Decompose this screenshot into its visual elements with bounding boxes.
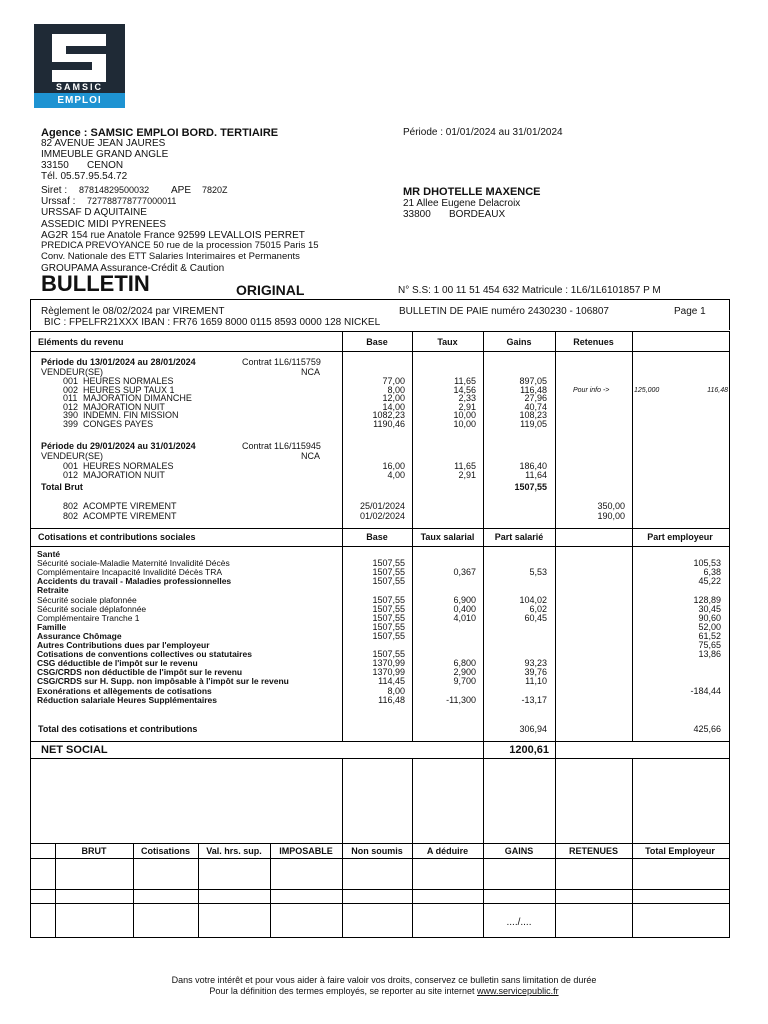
period2-contract: Contrat 1L6/115945	[242, 441, 321, 451]
period1-contract: Contrat 1L6/115759	[242, 357, 321, 367]
ape-label: APE	[171, 185, 192, 196]
row-label: MAJORATION NUIT	[83, 469, 165, 480]
logo-band	[34, 93, 125, 108]
row-label: HEURES NORMALES	[83, 461, 174, 471]
servicepublic-link[interactable]: www.servicepublic.fr	[477, 986, 559, 996]
row-taux: 10,00	[453, 418, 476, 429]
total-cotisations-label: Total des cotisations et contributions	[38, 724, 198, 734]
contribution-base: 1507,55	[372, 576, 405, 587]
contribution-part: 6,02	[529, 603, 547, 614]
contribution-base: 114,45	[378, 676, 405, 687]
row-label: MAJORATION DIMANCHE	[83, 393, 192, 403]
contribution-base: 8,00	[387, 685, 405, 696]
t3-header-gains: GAINS	[504, 846, 534, 856]
row-gains: 108,23	[519, 410, 547, 420]
row-taux: 14,56	[453, 384, 476, 395]
acompte-amount: 190,00	[597, 511, 625, 521]
row-gains: 27,96	[524, 393, 547, 403]
row-base: 4,00	[387, 469, 405, 480]
row-label: MAJORATION NUIT	[83, 401, 165, 412]
t3-header-retenues: RETENUES	[568, 846, 618, 856]
contribution-taux: 0,367	[453, 567, 476, 578]
contribution-employeur: 52,00	[698, 621, 721, 632]
employee-postcode: 33800	[403, 209, 431, 220]
contribution-label: Complémentaire Incapacité Invalidité Décès TRA	[37, 567, 223, 578]
siret-label: Siret :	[41, 185, 68, 196]
info-value1: 125,000	[634, 387, 660, 394]
contribution-employeur: 6,38	[703, 567, 721, 578]
row-base: 1082,23	[372, 410, 405, 420]
period2-job: VENDEUR(SE)	[41, 451, 104, 461]
agency-line1: URSSAF D AQUITAINE	[41, 207, 147, 218]
t1-header-retenues: Retenues	[573, 337, 614, 347]
t2-header-taux: Taux salarial	[420, 532, 475, 542]
agency-postcode: 33150	[41, 160, 69, 171]
contribution-taux: 0,400	[453, 603, 476, 614]
t1-header-gains: Gains	[506, 337, 532, 347]
contribution-employeur: 128,89	[693, 594, 721, 605]
document-title: BULLETIN	[41, 271, 150, 296]
agency-addr2: IMMEUBLE GRAND ANGLE	[41, 149, 169, 160]
agency-line3: AG2R 154 rue Anatole France 92599 LEVALLOIS PERRET	[41, 230, 305, 241]
period: Période : 01/01/2024 au 31/01/2024	[403, 127, 563, 138]
agency-city: CENON	[87, 160, 124, 171]
ape-value: 7820Z	[202, 185, 228, 195]
urssaf-value: 727788778777000011	[87, 196, 177, 206]
contribution-label: Complémentaire Tranche 1	[37, 612, 140, 623]
employee-city: BORDEAUX	[449, 209, 506, 220]
t3-header-cotisations: Cotisations	[140, 846, 190, 856]
row-base: 14,00	[382, 401, 405, 412]
agency-line6: GROUPAMA Assurance-Crédit & Caution	[41, 263, 225, 274]
contribution-label: Accidents du travail - Maladies professionnelles	[37, 576, 232, 587]
contribution-employeur: 13,86	[698, 649, 721, 660]
total-cotisations-employeur: 425,66	[693, 724, 721, 734]
acompte-code: 802	[63, 511, 79, 521]
bulletin-number: BULLETIN DE PAIE numéro 2430230 - 106807	[399, 306, 609, 317]
agency-line2: ASSEDIC MIDI PYRENEES	[41, 219, 167, 230]
row-gains: 116,48	[520, 384, 547, 395]
contribution-base: 1370,99	[372, 658, 405, 669]
contribution-base: 1370,99	[372, 667, 405, 678]
contribution-part: 11,10	[525, 676, 547, 687]
contribution-base: 1507,55	[372, 594, 405, 605]
t2-header-employeur: Part employeur	[647, 532, 713, 542]
contribution-base: 1507,55	[372, 649, 405, 660]
t1-header-taux: Taux	[437, 337, 458, 347]
ss-matricule: N° S.S: 1 00 11 51 454 632 Matricule : 1L6/1L6101857 P M	[398, 285, 661, 296]
agency-addr1: 82 AVENUE JEAN JAURES	[41, 138, 166, 149]
contribution-label: Retraite	[37, 585, 69, 596]
contribution-part: 104,02	[519, 594, 547, 605]
net-social-value: 1200,61	[509, 744, 549, 756]
t3-header-val-hrs-sup: Val. hrs. sup.	[206, 846, 262, 856]
row-code: 001	[63, 376, 79, 386]
contribution-taux: -11,300	[446, 694, 476, 705]
row-base: 77,00	[382, 376, 405, 386]
contribution-taux: 9,700	[453, 676, 476, 687]
logo-sub: EMPLOI	[57, 95, 102, 106]
row-gains: 11,64	[525, 469, 547, 480]
period1-nca: NCA	[300, 367, 320, 377]
contribution-part: 39,76	[524, 667, 547, 678]
total-brut-label: Total Brut	[41, 482, 83, 492]
row-label: HEURES SUP TAUX 1	[83, 384, 175, 395]
row-code: 002	[63, 384, 79, 395]
acompte-label: ACOMPTE VIREMENT	[83, 501, 177, 511]
row-taux: 2,33	[458, 393, 476, 403]
acompte-date: 01/02/2024	[359, 511, 405, 521]
contribution-base: 1507,55	[372, 630, 405, 641]
acompte-label: ACOMPTE VIREMENT	[83, 511, 177, 521]
contribution-employeur: 45,22	[698, 576, 721, 587]
acompte-amount: 350,00	[597, 501, 625, 511]
contribution-base: 1507,55	[372, 603, 405, 614]
footer-line2	[0, 987, 768, 996]
period1-title: Période du 13/01/2024 au 28/01/2024	[41, 357, 196, 367]
agency-tel: Tél. 05.57.95.54.72	[41, 171, 128, 182]
contribution-label: Famille	[37, 621, 67, 632]
period1-job: VENDEUR(SE)	[41, 367, 104, 377]
row-label: CONGES PAYES	[83, 418, 154, 429]
contribution-part: 93,23	[524, 658, 547, 669]
t2-header-label: Cotisations et contributions sociales	[38, 532, 196, 542]
contribution-label: Assurance Chômage	[37, 630, 122, 641]
row-gains: 119,05	[520, 418, 547, 429]
contribution-taux: 4,010	[453, 612, 476, 623]
footer-line2-text: Pour la définition des termes employés, se reporter au site internet	[209, 986, 478, 996]
agency-name: Agence : SAMSIC EMPLOI BORD. TERTIAIRE	[41, 127, 279, 139]
contribution-label: Exonérations et allègements de cotisations	[37, 685, 212, 696]
row-code: 012	[63, 401, 79, 412]
row-label: HEURES NORMALES	[83, 376, 174, 386]
agency-line5: Conv. Nationale des ETT Salaries Interimaires et Permanents	[41, 251, 300, 262]
contribution-employeur: 75,65	[698, 640, 721, 650]
contribution-taux: 6,900	[453, 594, 476, 605]
contribution-base: 1507,55	[372, 558, 405, 569]
t1-header-elements: Eléments du revenu	[38, 337, 124, 347]
row-code: 012	[63, 469, 79, 480]
contribution-taux: 2,900	[453, 667, 476, 678]
contribution-base: 1507,55	[372, 567, 405, 578]
page-number: Page 1	[674, 306, 706, 317]
period2-nca: NCA	[300, 451, 320, 461]
contribution-part: 5,53	[529, 567, 547, 578]
row-taux: 2,91	[458, 469, 476, 480]
contribution-employeur: 90,60	[698, 612, 721, 623]
contribution-base: 1507,55	[372, 621, 405, 632]
contribution-taux: 6,800	[453, 658, 476, 669]
contribution-label: Réduction salariale Heures Supplémentaires	[37, 694, 217, 705]
t3-header-a-deduire: A déduire	[426, 846, 469, 856]
bic-iban: BIC : FPELFR21XXX IBAN : FR76 1659 8000 0115 8593 0000 128 NICKEL	[44, 317, 381, 328]
footer-line1: Dans votre intérêt et pour vous aider à faire valoir vos droits, conservez ce bulletin sans limitation de durée	[171, 975, 597, 985]
t3-header-total-employeur: Total Employeur	[645, 846, 715, 856]
t1-header-base: Base	[366, 337, 388, 347]
employee-name: MR DHOTELLE MAXENCE	[403, 186, 541, 198]
original-label: ORIGINAL	[236, 282, 305, 298]
row-code: 011	[63, 393, 78, 403]
contribution-label: Cotisations de conventions collectives ou statutaires	[37, 649, 252, 660]
t2-header-base: Base	[366, 532, 388, 542]
row-base: 8,00	[387, 384, 405, 395]
contribution-base: 116,48	[378, 694, 405, 705]
row-taux: 11,65	[454, 461, 476, 471]
reglement: Règlement le 08/02/2024 par VIREMENT	[41, 306, 225, 317]
row-code: 399	[63, 418, 79, 429]
row-base: 12,00	[382, 393, 405, 403]
contribution-employeur: -184,44	[690, 685, 721, 696]
contribution-label: CSG déductible de l'impôt sur le revenu	[37, 658, 198, 669]
contribution-employeur: 61,52	[698, 630, 721, 641]
row-base: 16,00	[382, 461, 405, 471]
contribution-label: Autres Contributions dues par l'employeur	[37, 640, 210, 650]
continuation-mark: ..../....	[506, 917, 532, 928]
row-taux: 2,91	[458, 401, 476, 412]
info-label: Pour info ->	[573, 387, 610, 394]
contribution-label: Sécurité sociale plafonnée	[37, 594, 137, 605]
logo-brand: SAMSIC	[55, 82, 103, 92]
t2-header-part: Part salarié	[494, 532, 544, 542]
total-cotisations-part: 306,94	[519, 724, 547, 734]
employee-addr: 21 Allee Eugene Delacroix	[403, 198, 521, 209]
contribution-part: -13,17	[521, 694, 547, 705]
row-code: 001	[63, 461, 79, 471]
contribution-label: Santé	[37, 549, 61, 559]
contribution-employeur: 105,53	[693, 558, 721, 569]
row-gains: 40,74	[524, 401, 547, 412]
period2-title: Période du 29/01/2024 au 31/01/2024	[41, 441, 196, 451]
row-gains: 897,05	[519, 376, 547, 386]
contribution-employeur: 30,45	[698, 603, 721, 614]
agency-line4: PREDICA PREVOYANCE 50 rue de la procession 75015 Paris 15	[41, 240, 319, 251]
contribution-label: CSG/CRDS sur H. Supp. non impôsable à l'impôt sur le revenu	[37, 676, 289, 687]
siret-value: 87814829500032	[79, 185, 150, 195]
info-value2: 116,48	[707, 387, 728, 394]
acompte-code: 802	[63, 501, 79, 511]
row-taux: 10,00	[453, 410, 476, 420]
total-brut-value: 1507,55	[514, 482, 547, 492]
contribution-part: 60,45	[524, 612, 547, 623]
contribution-base: 1507,55	[372, 612, 405, 623]
row-taux: 11,65	[454, 376, 476, 386]
t3-header-non-soumis: Non soumis	[351, 846, 403, 856]
row-label: INDEMN. FIN MISSION	[83, 410, 179, 420]
row-gains: 186,40	[519, 461, 547, 471]
t3-header-brut: BRUT	[81, 846, 107, 856]
row-code: 390	[63, 410, 79, 420]
row-base: 1190,46	[373, 418, 405, 429]
contribution-label: Sécurité sociale-Maladie Maternité Invalidité Décès	[37, 558, 230, 569]
acompte-date: 25/01/2024	[359, 501, 405, 511]
contribution-label: Sécurité sociale déplafonnée	[37, 603, 147, 614]
t3-header-imposable: IMPOSABLE	[279, 846, 333, 856]
urssaf-label: Urssaf :	[41, 196, 76, 207]
net-social-label: NET SOCIAL	[41, 744, 108, 756]
contribution-label: CSG/CRDS non déductible de l'impôt sur le revenu	[37, 667, 243, 678]
